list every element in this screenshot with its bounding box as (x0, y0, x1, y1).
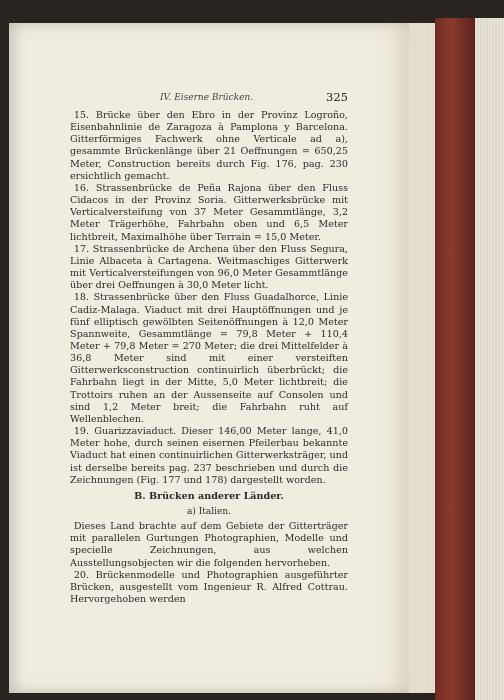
paragraph-20: 20. Brückenmodelle und Photographien ausgeführter Brücken, ausgestellt vom Ingenieur R. Alfred Cottrau. Hervorgehoben werden (70, 569, 348, 606)
section-heading-b: B. Brücken anderer Länder. (134, 490, 284, 502)
book-cover-spine (435, 18, 475, 700)
paragraph-19: 19. Guarizzaviaduct. Dieser 146,00 Meter lange, 41,0 Meter hohe, durch seinen eisernen Pfeilerbau bekannte Viaduct hat einen continuirlichen Gitterwerksträger, und ist derselbe bereits pag. 237 beschrieben und durch die Zeichnungen (Fig. 177 und 178) dargestellt worden. (70, 426, 348, 486)
section-heading-italien: a) Italien. (186, 507, 231, 517)
paragraph-18: 18. Strassenbrücke über den Fluss Guadalhorce, Linie Cadiz-Malaga. Viaduct mit drei Hauptöffnungen und je fünf elliptisch gewölbten Seitenöffnungen à 12,0 Meter Spannweite, Gesammtlänge = 79,8 Meter + 110,4 Meter + 79,8 Meter = 270 Meter; die drei Mittelfelder à 36,8 Meter sind mit einer versteiften Gitterwerksconstruction continuirlich überbrückt; die Fahrbahn liegt in der Mitte, 5,0 Meter lichtbreit; die Trottoirs ruhen an der Aussenseite auf Consolen und sind 1,2 Meter breit; die Fahrbahn ruht auf Wellenblechen. (70, 292, 348, 425)
page-stack-edges (409, 23, 435, 693)
paragraph-16: 16. Strassenbrücke de Peña Rajona über den Fluss Cidacos in der Provinz Soria. Gitterwerksbrücke mit Verticalversteifung von 37 Meter Gesammtlänge, 3,2 Meter Trägerhöhe, Fahrbahn oben und 6,5 Meter lichtbreit, Maximalhöhe über Terrain = 15,0 Meter. (70, 182, 348, 243)
paragraph-15: 15. Brücke über den Ebro in der Provinz Logroño, Eisenbahnlinie de Zaragoza à Pamplona y Barcelona. Gitterförmiges Fachwerk ohne Verticale ad a), gesammte Brückenlänge über 21 Oeffnungen = 650,25 Meter, Construction bereits durch Fig. 176, pag. 230 ersichtlich gemacht. (70, 110, 348, 182)
page-number: 325 (326, 90, 348, 104)
paragraph-italien-intro: Dieses Land brachte auf dem Gebiete der Gitterträger mit parallelen Gurtungen Photographien, Modelle und specielle Zeichnungen, aus welchen Ausstellungsobjecten wir die folgenden hervorheben. (70, 521, 348, 569)
book-back-page-edges (475, 18, 504, 700)
running-header: IV. Eiserne Brücken. (160, 93, 254, 103)
paragraph-17: 17. Strassenbrücke de Archena über den Fluss Segura, Linie Albaceta à Cartagena. Weitmaschiges Gitterwerk mit Verticalversteifungen von 96,0 Meter Gesammtlänge über drei Oeffnungen à 30,0 Meter licht. (70, 243, 348, 292)
page-body (70, 110, 348, 606)
